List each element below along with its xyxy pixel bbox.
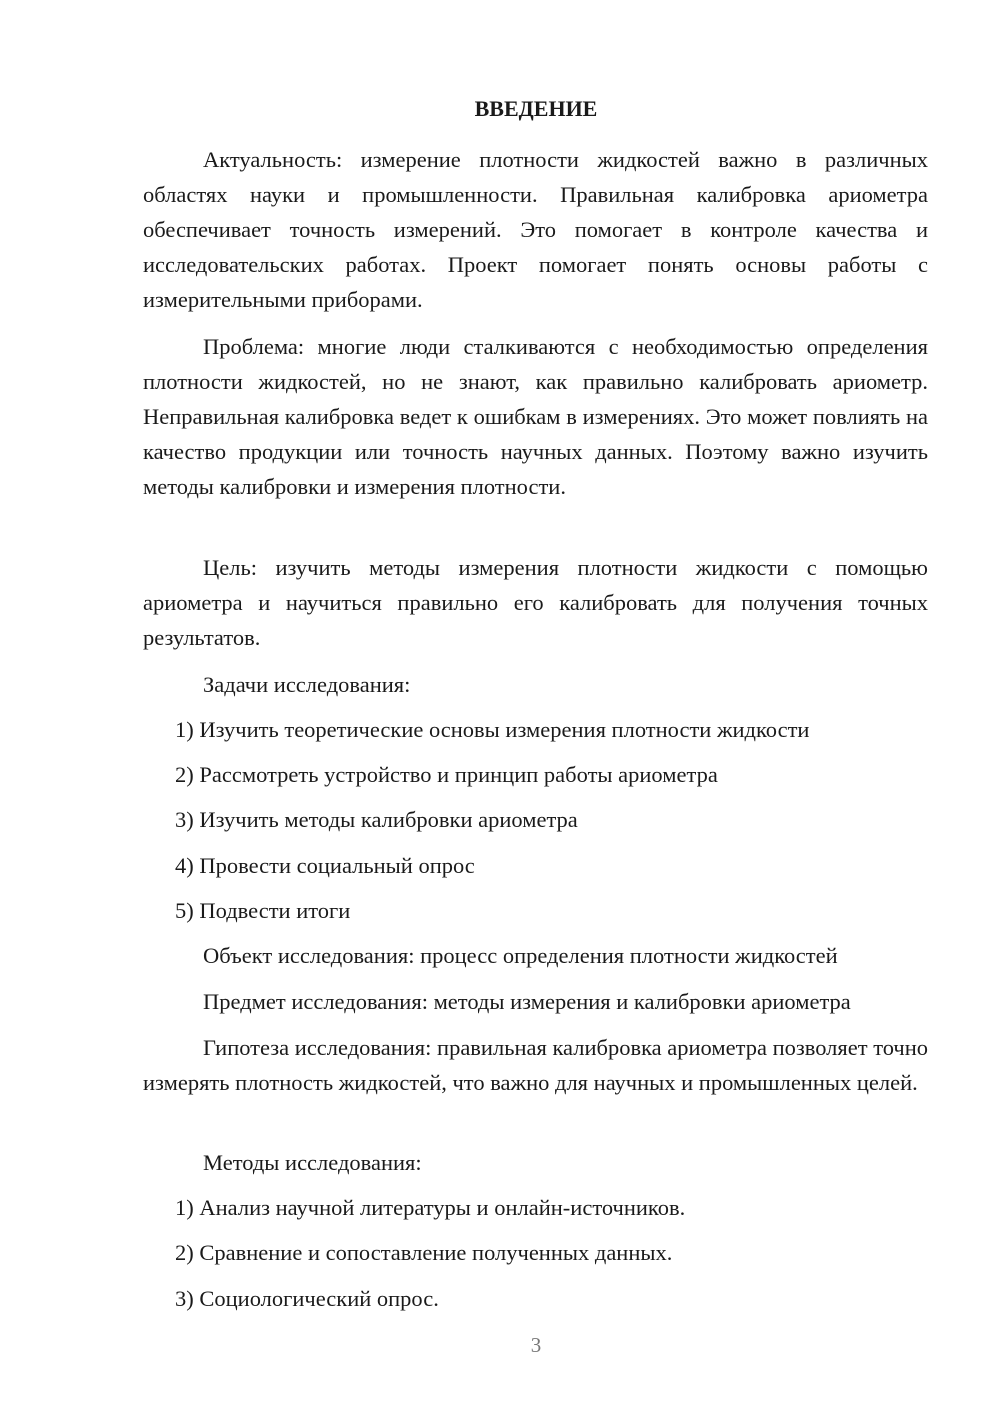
tasks-heading: Задачи исследования:: [203, 672, 411, 697]
subject-line: Предмет исследования: методы измерения и калибровки ариометра: [203, 989, 851, 1014]
problem-paragraph: Проблема: многие люди сталкиваются с необходимостью определения плотности жидкостей, но не знают, как правильно калибровать ариометр. Неправильная калибровка ведет к ошибкам в измерениях. Это может повлиять на качество продукции или точность научных данных. Поэтому важно изучить методы калибровки и измерения плотности.: [143, 334, 928, 499]
task-item: 4) Провести социальный опрос: [175, 853, 475, 878]
task-item: 1) Изучить теоретические основы измерения плотности жидкости: [175, 717, 810, 742]
methods-heading: Методы исследования:: [203, 1150, 422, 1175]
method-item: 2) Сравнение и сопоставление полученных данных.: [175, 1240, 673, 1265]
method-item: 1) Анализ научной литературы и онлайн-источников.: [175, 1195, 686, 1220]
task-item: 3) Изучить методы калибровки ариометра: [175, 807, 578, 832]
section-title: ВВЕДЕНИЕ: [474, 96, 598, 121]
goal-paragraph: Цель: изучить методы измерения плотности жидкости с помощью ариометра и научиться правильно его калибровать для получения точных результатов.: [143, 555, 928, 650]
relevance-paragraph: Актуальность: измерение плотности жидкостей важно в различных областях науки и промышленности. Правильная калибровка ариометра обеспечивает точность измерений. Это помогает в контроле качества и исследовательских работах. Проект помогает понять основы работы с измерительными приборами.: [143, 147, 928, 312]
task-item: 2) Рассмотреть устройство и принцип работы ариометра: [175, 762, 718, 787]
object-line: Объект исследования: процесс определения плотности жидкостей: [203, 943, 838, 968]
page-number: 3: [530, 1333, 542, 1357]
task-item: 5) Подвести итоги: [175, 898, 351, 923]
hypothesis-paragraph: Гипотеза исследования: правильная калибровка ариометра позволяет точно измерять плотность жидкостей, что важно для научных и промышленных целей.: [143, 1035, 929, 1095]
method-item: 3) Социологический опрос.: [175, 1286, 439, 1311]
